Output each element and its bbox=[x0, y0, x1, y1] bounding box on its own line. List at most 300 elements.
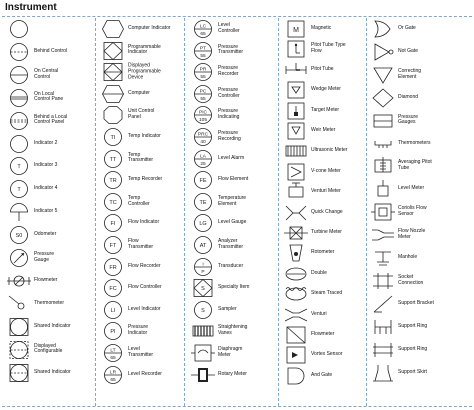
symbol-item bbox=[190, 277, 278, 299]
symbol-label: Support Skirt bbox=[398, 368, 427, 375]
symbol-label: Computer bbox=[128, 89, 150, 96]
symbol-label: Vortex Sensor bbox=[311, 351, 343, 358]
avg-pitot-icon bbox=[370, 155, 396, 177]
symbol-label: Magnetic bbox=[311, 25, 332, 32]
symbol-label: Computer Indicator bbox=[128, 25, 171, 32]
symbol-label: Sampler bbox=[218, 305, 237, 312]
symbol-label: Level Gauge bbox=[218, 219, 247, 226]
svg-text:65: 65 bbox=[110, 356, 116, 361]
symbol-item bbox=[370, 339, 472, 361]
symbol-item bbox=[190, 169, 278, 191]
circle-icon bbox=[6, 155, 32, 177]
symbol-item bbox=[370, 18, 472, 40]
circle-icon bbox=[190, 191, 216, 213]
symbol-item bbox=[283, 304, 366, 326]
symbol-item bbox=[6, 64, 94, 86]
symbol-label: V-cone Meter bbox=[311, 167, 341, 174]
steam-icon bbox=[283, 283, 309, 305]
symbol-item bbox=[370, 362, 472, 384]
symbol-label: Thermometers bbox=[398, 139, 431, 146]
symbol-item bbox=[100, 18, 184, 40]
symbol-item bbox=[6, 224, 94, 246]
pgauge-icon bbox=[370, 110, 396, 132]
level-meter-icon bbox=[370, 178, 396, 200]
symbol-label: Temp Controller bbox=[128, 195, 150, 207]
rotometer-icon bbox=[283, 242, 309, 264]
svg-text:FC: FC bbox=[109, 286, 117, 293]
svg-text:TC: TC bbox=[109, 199, 117, 206]
symbol-item bbox=[100, 191, 184, 213]
svg-text:S: S bbox=[201, 286, 205, 293]
nozzle-icon bbox=[370, 224, 396, 246]
symbol-item bbox=[6, 201, 94, 223]
symbol-item bbox=[100, 256, 184, 278]
svg-text:FT: FT bbox=[109, 243, 117, 249]
circle-icon bbox=[190, 234, 216, 256]
symbol-label: Indicator 4 bbox=[34, 185, 58, 192]
circle-line-icon bbox=[190, 104, 216, 126]
symbol-label: Shared Indicator bbox=[34, 322, 71, 329]
circle-icon bbox=[100, 126, 126, 148]
circle-dline-icon bbox=[6, 87, 32, 109]
symbol-item bbox=[370, 110, 472, 132]
symbol-label: Pressure Recorder bbox=[218, 65, 239, 78]
symbol-label: Displayed Configurable bbox=[34, 342, 63, 355]
symbol-label: Manhole bbox=[398, 254, 418, 261]
column-divider bbox=[184, 18, 185, 406]
symbol-item bbox=[6, 247, 94, 269]
symbol-item bbox=[190, 61, 278, 83]
circle-line-icon bbox=[190, 18, 216, 40]
support-ring-icon bbox=[370, 316, 396, 338]
circle-line-icon bbox=[190, 40, 216, 62]
symbol-item bbox=[190, 320, 278, 342]
symbol-label: Indicator 2 bbox=[34, 139, 58, 146]
triangle-icon bbox=[370, 64, 396, 86]
symbol-item bbox=[190, 40, 278, 62]
symbol-item bbox=[370, 155, 472, 177]
circle-icon bbox=[6, 224, 32, 246]
bracket-icon bbox=[370, 293, 396, 315]
circle-icon bbox=[100, 191, 126, 213]
symbol-item bbox=[190, 342, 278, 364]
symbol-item bbox=[283, 324, 366, 346]
circle-line-icon bbox=[190, 83, 216, 105]
symbol-item bbox=[190, 148, 278, 170]
symbol-item bbox=[190, 104, 278, 126]
symbol-item bbox=[6, 270, 94, 292]
symbol-label: Analyzer Transmitter bbox=[218, 238, 244, 250]
symbol-label: Flow Transmitter bbox=[128, 238, 154, 250]
weir-icon bbox=[283, 120, 309, 142]
circle-icon bbox=[6, 18, 32, 40]
title-divider bbox=[2, 16, 472, 17]
flowmeter-icon bbox=[6, 270, 32, 292]
symbol-item bbox=[370, 270, 472, 292]
svg-text:TT: TT bbox=[109, 156, 117, 163]
svg-text:M: M bbox=[293, 27, 299, 34]
symbol-item bbox=[370, 293, 472, 315]
symbol-item bbox=[190, 212, 278, 234]
symbol-item bbox=[283, 365, 366, 387]
circle-icon bbox=[100, 234, 126, 256]
circle-icon bbox=[190, 299, 216, 321]
svg-text:AT: AT bbox=[199, 243, 207, 249]
symbol-item bbox=[6, 18, 94, 40]
symbol-label: Flow Controller bbox=[128, 284, 162, 291]
target-icon bbox=[283, 100, 309, 122]
symbol-item bbox=[100, 212, 184, 234]
ultrasonic-icon bbox=[283, 140, 309, 162]
circle-line-icon bbox=[190, 256, 216, 278]
circle-icon bbox=[6, 133, 32, 155]
symbol-label: Programmable Indicator bbox=[128, 43, 161, 56]
symbol-item bbox=[6, 133, 94, 155]
symbol-item bbox=[6, 178, 94, 200]
symbol-label: Shared Indicator bbox=[34, 368, 71, 375]
square-diamond-icon bbox=[190, 277, 216, 299]
svg-text:40: 40 bbox=[200, 140, 206, 145]
symbol-label: Rotometer bbox=[311, 249, 335, 256]
double-icon bbox=[283, 263, 309, 285]
symbol-item bbox=[100, 40, 184, 62]
symbol-label: Level Meter bbox=[398, 185, 425, 192]
symbol-item bbox=[190, 364, 278, 386]
circle-line-icon bbox=[190, 126, 216, 148]
not-gate-icon bbox=[370, 41, 396, 63]
square-diamond-icon bbox=[100, 40, 126, 62]
symbol-item bbox=[6, 293, 94, 315]
hexagon-line-icon bbox=[100, 83, 126, 105]
svg-text:S: S bbox=[201, 307, 205, 314]
symbol-item bbox=[100, 104, 184, 126]
symbol-label: Behind Control bbox=[34, 47, 68, 54]
symbol-item bbox=[370, 87, 472, 109]
symbol-item bbox=[100, 234, 184, 256]
hexagon-icon bbox=[100, 18, 126, 40]
circle-line-icon bbox=[100, 342, 126, 364]
svg-text:PRC: PRC bbox=[197, 132, 209, 138]
symbol-item bbox=[370, 64, 472, 86]
symbol-label: Rotary Meter bbox=[218, 370, 247, 377]
symbol-column-3 bbox=[190, 18, 278, 408]
circle-icon bbox=[6, 178, 32, 200]
symbol-item bbox=[370, 178, 472, 200]
svg-text:LC: LC bbox=[199, 24, 207, 30]
symbol-label: Pitot Tube Type Flow bbox=[311, 42, 346, 55]
symbol-column-1 bbox=[6, 18, 94, 408]
symbol-label: Odometer bbox=[34, 231, 57, 238]
svg-text:65: 65 bbox=[110, 377, 116, 383]
symbol-item bbox=[100, 320, 184, 342]
symbol-column-5 bbox=[370, 18, 472, 408]
symbol-item bbox=[283, 222, 366, 244]
svg-text:105: 105 bbox=[198, 118, 208, 124]
symbol-label: Diamond bbox=[398, 93, 419, 100]
symbol-label: Temperature Element bbox=[218, 195, 247, 207]
symbol-label: Flow Recorder bbox=[128, 262, 161, 269]
symbol-label: Weir Meter bbox=[311, 127, 336, 134]
symbol-label: Flow Indicator bbox=[128, 219, 160, 226]
symbol-label: Venturi Meter bbox=[311, 188, 341, 195]
symbol-column-4 bbox=[283, 18, 366, 408]
symbol-label: Transducer bbox=[218, 262, 244, 269]
symbol-label: Flowmeter bbox=[311, 331, 335, 338]
socket-icon bbox=[370, 270, 396, 292]
symbol-item bbox=[190, 299, 278, 321]
symbol-label: Not Gate bbox=[398, 47, 419, 54]
svg-text:55: 55 bbox=[200, 53, 206, 59]
symbol-item bbox=[190, 191, 278, 213]
symbol-label: Pressure Recording bbox=[218, 130, 241, 142]
circle-icon bbox=[100, 299, 126, 321]
symbol-label: Venturi bbox=[311, 310, 327, 317]
symbol-label: Correcting Element bbox=[398, 68, 422, 80]
svg-text:55: 55 bbox=[200, 75, 206, 81]
svg-text:LI: LI bbox=[110, 307, 116, 314]
symbol-label: Support Bracket bbox=[398, 299, 434, 306]
pitot-icon bbox=[283, 59, 309, 81]
symbol-label: Temp Indicator bbox=[128, 133, 161, 140]
symbol-item bbox=[190, 234, 278, 256]
symbol-item bbox=[283, 18, 366, 40]
circle-icon bbox=[190, 169, 216, 191]
svg-text:LA: LA bbox=[200, 154, 206, 160]
symbol-label: Steam Traced bbox=[311, 290, 343, 297]
column-divider bbox=[366, 18, 367, 406]
square-diamond-line-icon bbox=[100, 61, 126, 83]
symbol-label: Ultrasonic Meter bbox=[311, 147, 348, 154]
symbol-item bbox=[283, 202, 366, 224]
symbol-label: Double bbox=[311, 269, 327, 276]
circle-dashline-icon bbox=[6, 41, 32, 63]
symbol-item bbox=[100, 277, 184, 299]
quick-change-icon bbox=[283, 202, 309, 224]
svg-text:PT: PT bbox=[199, 46, 207, 52]
svg-text:25: 25 bbox=[200, 161, 206, 167]
symbol-label: Indicator 5 bbox=[34, 208, 58, 215]
symbol-label: Support Ring bbox=[398, 345, 428, 352]
circle-line-icon bbox=[100, 364, 126, 386]
svg-text:T: T bbox=[17, 187, 21, 194]
gauge-icon bbox=[6, 247, 32, 269]
symbol-item bbox=[100, 342, 184, 364]
wedge-icon bbox=[283, 79, 309, 101]
symbol-item bbox=[190, 18, 278, 40]
symbol-item bbox=[6, 362, 94, 384]
circle-ddash-icon bbox=[6, 110, 32, 132]
symbol-label: Pitot Tube bbox=[311, 65, 334, 72]
symbol-item bbox=[370, 247, 472, 269]
symbol-item bbox=[283, 344, 366, 366]
symbol-label: Pressure Gauges bbox=[398, 113, 419, 126]
circle-icon bbox=[190, 212, 216, 234]
symbol-item bbox=[100, 83, 184, 105]
symbol-item bbox=[283, 140, 366, 162]
octagon-icon bbox=[100, 104, 126, 126]
symbol-item bbox=[283, 283, 366, 305]
venturi-meter-icon bbox=[283, 181, 309, 203]
symbol-item bbox=[370, 41, 472, 63]
shared-icon bbox=[6, 316, 32, 338]
symbol-item bbox=[370, 133, 472, 155]
svg-text:PI: PI bbox=[110, 329, 116, 336]
symbol-item bbox=[283, 242, 366, 264]
circle-line-icon bbox=[190, 61, 216, 83]
diamond-icon bbox=[370, 87, 396, 109]
symbol-item bbox=[283, 38, 366, 60]
magnetic-icon bbox=[283, 18, 309, 40]
indicator5-icon bbox=[6, 201, 32, 223]
symbol-label: Pressure Controller bbox=[218, 87, 240, 99]
symbol-item bbox=[283, 161, 366, 183]
symbol-item bbox=[100, 148, 184, 170]
symbol-label: On Central Control bbox=[34, 68, 59, 80]
symbol-item bbox=[100, 299, 184, 321]
circle-icon bbox=[100, 277, 126, 299]
symbol-item bbox=[283, 79, 366, 101]
circle-icon bbox=[100, 212, 126, 234]
symbol-label: Level Indicator bbox=[128, 305, 161, 312]
circle-icon bbox=[100, 148, 126, 170]
symbol-label: Flowmeter bbox=[34, 276, 58, 283]
symbol-label: Support Ring bbox=[398, 322, 428, 329]
svg-text:FR: FR bbox=[109, 264, 117, 271]
symbol-label: Thermometer bbox=[34, 299, 65, 306]
symbol-label: Averaging Pitot Tube bbox=[398, 159, 432, 172]
symbol-label: Level Transmitter bbox=[128, 346, 154, 358]
svg-text:I: I bbox=[202, 262, 204, 268]
pitot-flow-icon bbox=[283, 38, 309, 60]
svg-text:S0: S0 bbox=[15, 233, 23, 240]
svg-text:TR: TR bbox=[109, 178, 117, 185]
svg-text:FE: FE bbox=[199, 178, 207, 185]
vcone-icon bbox=[283, 161, 309, 183]
support-ring2-icon bbox=[370, 339, 396, 361]
symbol-label: Unit Control Panel bbox=[128, 108, 155, 121]
svg-text:PIC: PIC bbox=[199, 110, 207, 116]
svg-text:LR: LR bbox=[109, 370, 117, 376]
symbol-label: Straightening Vanes bbox=[218, 324, 248, 337]
thermometer-icon bbox=[6, 293, 32, 315]
coriolis-icon bbox=[370, 201, 396, 223]
page-title: Instrument bbox=[5, 2, 57, 13]
symbol-item bbox=[283, 263, 366, 285]
and-gate-icon bbox=[283, 365, 309, 387]
symbol-label: Temp Transmitter bbox=[128, 151, 154, 164]
thermo2-icon bbox=[370, 133, 396, 155]
vortex-icon bbox=[283, 344, 309, 366]
symbol-item bbox=[370, 224, 472, 246]
shared-dash-icon bbox=[6, 362, 32, 384]
symbol-label: Turbine Meter bbox=[311, 229, 342, 236]
svg-text:FI: FI bbox=[110, 221, 116, 228]
symbol-item bbox=[6, 41, 94, 63]
symbol-label: Socket Connection bbox=[398, 274, 424, 286]
svg-text:PR: PR bbox=[199, 67, 207, 73]
skirt-icon bbox=[370, 362, 396, 384]
symbol-label: Wedge Meter bbox=[311, 86, 341, 93]
svg-text:TI: TI bbox=[110, 135, 116, 141]
symbol-item bbox=[370, 316, 472, 338]
symbol-item bbox=[190, 126, 278, 148]
symbol-item bbox=[100, 61, 184, 83]
venturi-icon bbox=[283, 304, 309, 326]
svg-text:PC: PC bbox=[199, 89, 207, 95]
symbol-item bbox=[190, 83, 278, 105]
symbol-label: Indicator 3 bbox=[34, 162, 58, 169]
symbol-item bbox=[283, 100, 366, 122]
vanes-icon bbox=[190, 320, 216, 342]
column-divider bbox=[95, 18, 96, 406]
symbol-label: Temp Recorder bbox=[128, 176, 163, 183]
symbol-item bbox=[370, 201, 472, 223]
circle-icon bbox=[100, 169, 126, 191]
symbol-item bbox=[6, 155, 94, 177]
symbol-item bbox=[6, 316, 94, 338]
symbol-label: Flow Element bbox=[218, 176, 249, 183]
symbol-label: Or Gate bbox=[398, 25, 416, 32]
symbol-label: Behind a Local Control Panel bbox=[34, 113, 68, 126]
flowmeter2-icon bbox=[283, 324, 309, 346]
symbol-label: Level Recorder bbox=[128, 370, 162, 377]
symbol-item bbox=[6, 87, 94, 109]
symbol-column-2 bbox=[100, 18, 184, 408]
or-gate-icon bbox=[370, 18, 396, 40]
circle-icon bbox=[100, 256, 126, 278]
symbol-label: Pressure Indicator bbox=[128, 324, 149, 337]
svg-text:T: T bbox=[17, 164, 21, 171]
symbol-item bbox=[100, 364, 184, 386]
symbol-label: And Gate bbox=[311, 371, 333, 378]
diaphragm-icon bbox=[190, 342, 216, 364]
symbol-label: On Local Control Pane bbox=[34, 90, 64, 103]
symbol-label: Pressure Gauge bbox=[34, 251, 55, 263]
symbol-label: Coriolis Flow Sensor bbox=[398, 205, 427, 218]
svg-text:TE: TE bbox=[199, 199, 207, 206]
symbol-label: Target Meter bbox=[311, 106, 340, 113]
symbol-item bbox=[100, 169, 184, 191]
symbol-label: Quick Change bbox=[311, 208, 343, 215]
symbol-label: Pressure Indicating bbox=[218, 108, 240, 121]
symbol-item bbox=[6, 339, 94, 361]
column-divider bbox=[278, 18, 279, 406]
symbol-item bbox=[283, 59, 366, 81]
shared-dashed-icon bbox=[6, 339, 32, 361]
symbol-label: Specialty Item bbox=[218, 284, 250, 291]
circle-line-icon bbox=[6, 64, 32, 86]
symbol-label: Diaphragm Meter bbox=[218, 346, 243, 358]
symbol-label: Level Controller bbox=[218, 22, 240, 34]
turbine-icon bbox=[283, 222, 309, 244]
circle-line-icon bbox=[190, 148, 216, 170]
symbol-label: Displayed Programmable Device bbox=[128, 62, 161, 81]
symbol-item bbox=[283, 181, 366, 203]
manhole-icon bbox=[370, 247, 396, 269]
symbol-item bbox=[6, 110, 94, 132]
svg-text:55: 55 bbox=[200, 96, 206, 102]
symbol-item bbox=[190, 256, 278, 278]
symbol-label: Flow Nozzle Meter bbox=[398, 228, 426, 241]
circle-icon bbox=[100, 320, 126, 342]
svg-text:LT: LT bbox=[110, 348, 116, 354]
symbol-item bbox=[100, 126, 184, 148]
symbol-label: Pressure Transmitter bbox=[218, 43, 244, 56]
symbol-item bbox=[283, 120, 366, 142]
svg-text:LG: LG bbox=[199, 221, 207, 228]
svg-text:65: 65 bbox=[200, 32, 206, 37]
rotary-icon bbox=[190, 364, 216, 386]
